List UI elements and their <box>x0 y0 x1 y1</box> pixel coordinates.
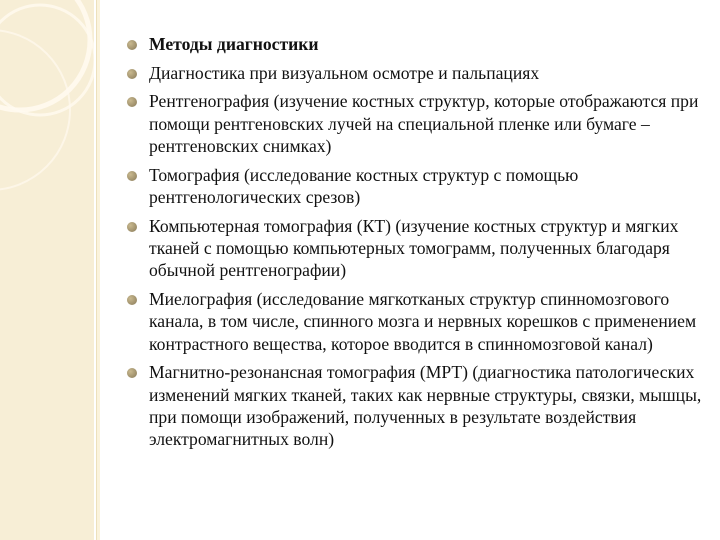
bullet-text: Томография (исследование костных структур с помощью рентгенологических срезов) <box>149 164 579 207</box>
bullet-item <box>127 62 707 84</box>
bullet-item <box>127 90 707 157</box>
bullet-item <box>127 361 707 450</box>
sidebar-circles-decoration <box>0 0 94 540</box>
sidebar-divider <box>96 0 100 540</box>
bullet-item <box>127 288 707 355</box>
slide-content <box>127 33 707 457</box>
bullet-text: Диагностика при визуальном осмотре и пальпациях <box>149 62 540 83</box>
bullet-text: Рентгенография (изучение костных структур, которые отображаются при помощи рентгеновских лучей на специальной пленке или бумаге – рентгеновских снимках) <box>149 91 699 156</box>
bullet-item <box>127 164 707 209</box>
bullet-dot-icon <box>127 97 137 107</box>
bullet-item <box>127 215 707 282</box>
bullet-dot-icon <box>127 295 137 305</box>
bullet-list <box>127 33 707 450</box>
bullet-text: Методы диагностики <box>149 34 319 54</box>
decorative-sidebar <box>0 0 94 540</box>
bullet-text: Магнитно-резонансная томография (МРТ) (диагностика патологических изменений мягких тканей, таких как нервные структуры, связки, мышцы, при помощи изображений, полученных в результате воздействия электромагнитных волн) <box>149 362 702 450</box>
bullet-dot-icon <box>127 69 137 79</box>
bullet-dot-icon <box>127 222 137 232</box>
bullet-item <box>127 33 707 55</box>
bullet-dot-icon <box>127 368 137 378</box>
bullet-text: Миелография (исследование мягкотканых структур спинномозгового канала, в том числе, спинного мозга и нервных корешков с применением контрастного вещества, которое вводится в спинномозговой канал) <box>149 288 697 354</box>
bullet-dot-icon <box>127 40 137 50</box>
bullet-dot-icon <box>127 171 137 181</box>
bullet-text: Компьютерная томография (КТ) (изучение костных структур и мягких тканей с помощью компьютерных томограмм, полученных благодаря обычной рентгенографии) <box>149 215 679 281</box>
